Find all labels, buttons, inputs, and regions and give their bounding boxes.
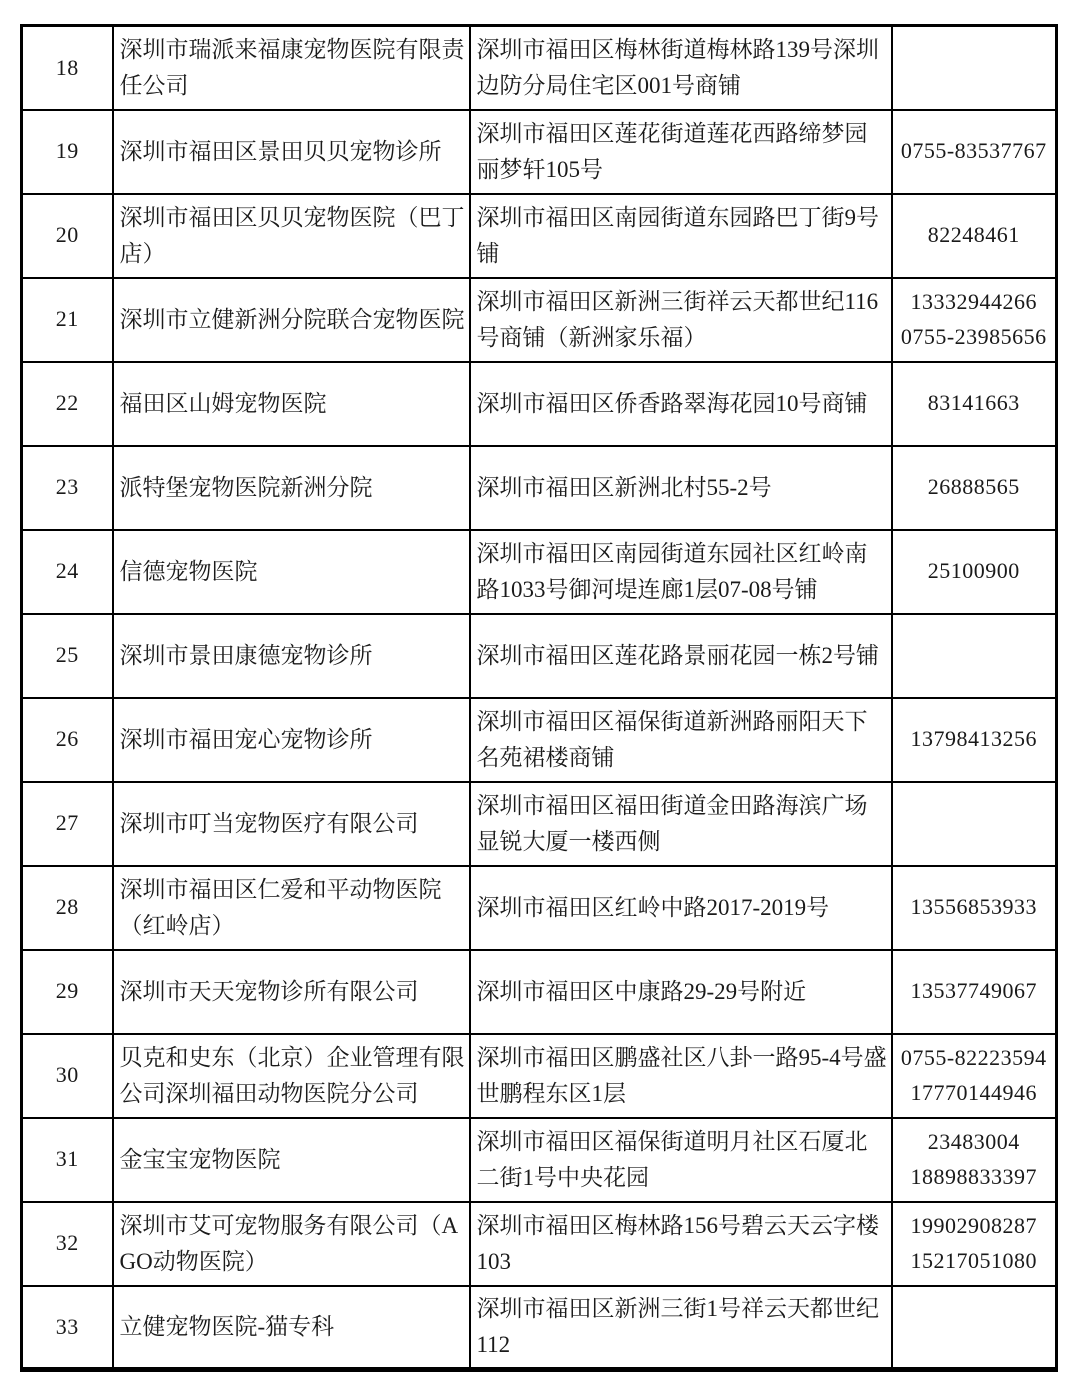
table-row (22, 530, 1057, 614)
hospital-phone (892, 362, 1057, 446)
hospital-name: 贝克和史东（北京）企业管理有限公司深圳福田动物医院分公司 (113, 1034, 470, 1118)
phone-line: 25100900 (927, 558, 1020, 584)
row-number: 23 (22, 446, 113, 530)
hospital-address: 深圳市福田区福保街道明月社区石厦北二街1号中央花园 (470, 1118, 892, 1202)
hospital-name: 深圳市瑞派来福康宠物医院有限责任公司 (113, 26, 470, 110)
hospital-name: 深圳市福田区仁爱和平动物医院（红岭店） (113, 866, 470, 950)
table-row (22, 194, 1057, 278)
hospital-address: 深圳市福田区梅林路156号碧云天云字楼103 (470, 1202, 892, 1286)
row-number: 20 (22, 194, 113, 278)
hospital-address: 深圳市福田区新洲三街祥云天都世纪116号商铺（新洲家乐福） (470, 278, 892, 362)
row-number: 26 (22, 698, 113, 782)
hospital-phone (892, 1034, 1057, 1118)
hospital-name: 福田区山姆宠物医院 (113, 362, 470, 446)
phone-line: 13798413256 (910, 726, 1037, 752)
hospital-name: 立健宠物医院-猫专科 (113, 1286, 470, 1370)
hospital-phone (892, 782, 1057, 866)
hospital-name: 金宝宝宠物医院 (113, 1118, 470, 1202)
row-number: 28 (22, 866, 113, 950)
hospital-name: 信德宠物医院 (113, 530, 470, 614)
phone-line: 13332944266 (910, 289, 1037, 315)
hospital-phone (892, 614, 1057, 698)
phone-line: 18898833397 (910, 1163, 1037, 1189)
hospital-phone (892, 698, 1057, 782)
phone-line: 82248461 (927, 222, 1020, 248)
phone-line: 83141663 (927, 390, 1020, 416)
phone-line: 17770144946 (910, 1079, 1037, 1105)
hospital-phone (892, 446, 1057, 530)
phone-line: 13537749067 (910, 978, 1037, 1004)
hospital-address: 深圳市福田区新洲北村55-2号 (470, 446, 892, 530)
hospital-address: 深圳市福田区侨香路翠海花园10号商铺 (470, 362, 892, 446)
phone-line: 19902908287 (910, 1213, 1037, 1239)
row-number: 30 (22, 1034, 113, 1118)
table-row (22, 1034, 1057, 1118)
hospital-phone (892, 1118, 1057, 1202)
hospital-address: 深圳市福田区鹏盛社区八卦一路95-4号盛世鹏程东区1层 (470, 1034, 892, 1118)
hospital-address: 深圳市福田区莲花街道莲花西路缔梦园丽梦轩105号 (470, 110, 892, 194)
row-number: 18 (22, 26, 113, 110)
phone-line: 15217051080 (910, 1247, 1037, 1273)
pet-hospital-table (20, 24, 1058, 1372)
phone-line: 0755-83537767 (900, 138, 1047, 164)
hospital-phone (892, 278, 1057, 362)
table-row (22, 698, 1057, 782)
hospital-phone (892, 110, 1057, 194)
hospital-name: 深圳市福田区景田贝贝宠物诊所 (113, 110, 470, 194)
table-row (22, 110, 1057, 194)
row-number: 31 (22, 1118, 113, 1202)
table-row (22, 614, 1057, 698)
phone-line: 13556853933 (910, 894, 1037, 920)
table-row (22, 950, 1057, 1034)
row-number: 32 (22, 1202, 113, 1286)
hospital-address: 深圳市福田区福保街道新洲路丽阳天下名苑裙楼商铺 (470, 698, 892, 782)
row-number: 24 (22, 530, 113, 614)
hospital-phone (892, 530, 1057, 614)
table-row (22, 1202, 1057, 1286)
hospital-table-body (22, 26, 1057, 1370)
hospital-phone (892, 866, 1057, 950)
phone-line: 0755-82223594 (900, 1045, 1047, 1071)
hospital-name: 深圳市叮当宠物医疗有限公司 (113, 782, 470, 866)
table-row (22, 446, 1057, 530)
hospital-address: 深圳市福田区莲花路景丽花园一栋2号铺 (470, 614, 892, 698)
hospital-address: 深圳市福田区南园街道东园社区红岭南路1033号御河堤连廊1层07-08号铺 (470, 530, 892, 614)
table-row (22, 362, 1057, 446)
table-row (22, 866, 1057, 950)
hospital-phone (892, 1286, 1057, 1370)
hospital-address: 深圳市福田区梅林街道梅林路139号深圳边防分局住宅区001号商铺 (470, 26, 892, 110)
table-row (22, 26, 1057, 110)
table-row (22, 278, 1057, 362)
hospital-name: 派特堡宠物医院新洲分院 (113, 446, 470, 530)
hospital-name: 深圳市天天宠物诊所有限公司 (113, 950, 470, 1034)
phone-line: 26888565 (927, 474, 1020, 500)
hospital-phone (892, 26, 1057, 110)
hospital-name: 深圳市福田宠心宠物诊所 (113, 698, 470, 782)
row-number: 29 (22, 950, 113, 1034)
hospital-address: 深圳市福田区中康路29-29号附近 (470, 950, 892, 1034)
hospital-address: 深圳市福田区南园街道东园路巴丁街9号铺 (470, 194, 892, 278)
table-row (22, 1286, 1057, 1370)
phone-line: 23483004 (927, 1129, 1020, 1155)
row-number: 25 (22, 614, 113, 698)
hospital-phone (892, 950, 1057, 1034)
hospital-address: 深圳市福田区新洲三街1号祥云天都世纪112 (470, 1286, 892, 1370)
hospital-phone (892, 1202, 1057, 1286)
row-number: 22 (22, 362, 113, 446)
row-number: 33 (22, 1286, 113, 1370)
hospital-address: 深圳市福田区福田街道金田路海滨广场显锐大厦一楼西侧 (470, 782, 892, 866)
row-number: 19 (22, 110, 113, 194)
row-number: 27 (22, 782, 113, 866)
hospital-name: 深圳市福田区贝贝宠物医院（巴丁店） (113, 194, 470, 278)
hospital-phone (892, 194, 1057, 278)
row-number: 21 (22, 278, 113, 362)
hospital-name: 深圳市立健新洲分院联合宠物医院 (113, 278, 470, 362)
hospital-name: 深圳市艾可宠物服务有限公司（AGO动物医院） (113, 1202, 470, 1286)
phone-line: 0755-23985656 (900, 323, 1047, 349)
hospital-address: 深圳市福田区红岭中路2017-2019号 (470, 866, 892, 950)
table-row (22, 782, 1057, 866)
table-row (22, 1118, 1057, 1202)
hospital-name: 深圳市景田康德宠物诊所 (113, 614, 470, 698)
